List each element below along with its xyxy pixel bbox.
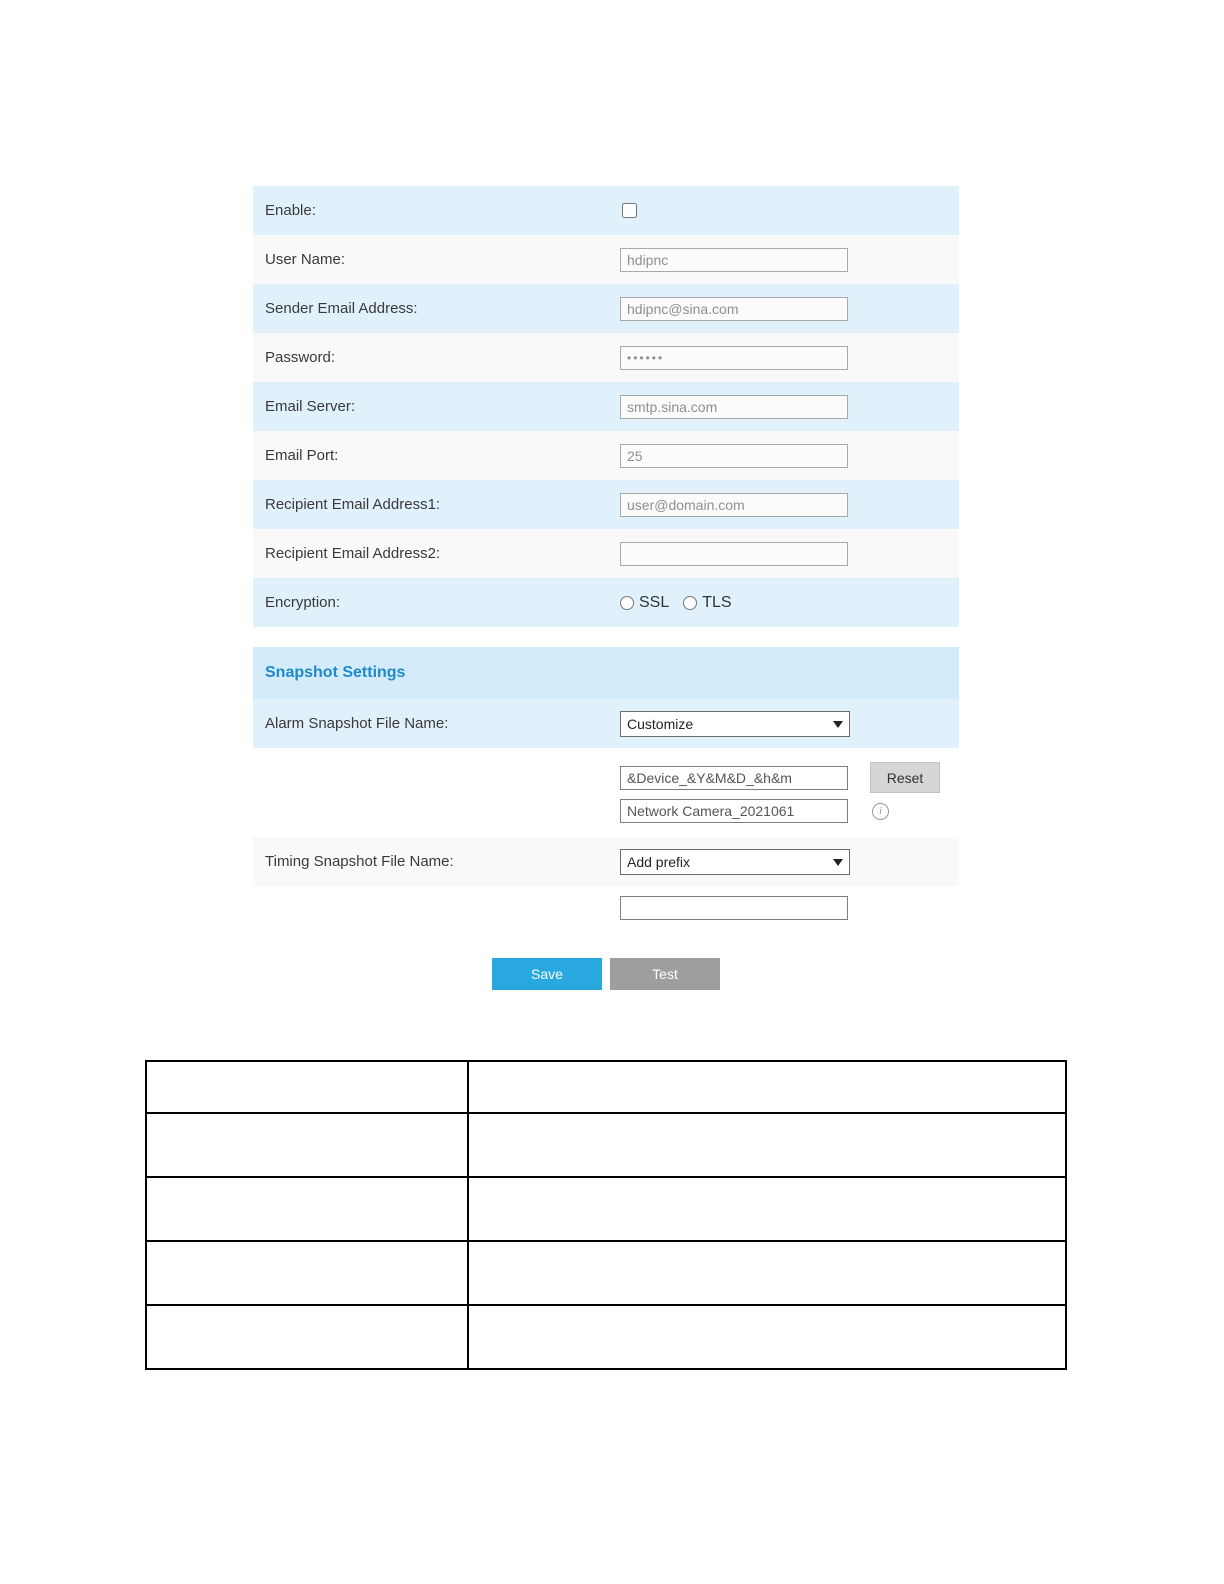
chevron-down-icon (833, 859, 843, 866)
form-row-enable (253, 186, 959, 235)
form-row-username (253, 235, 959, 284)
sender-email-input[interactable] (620, 297, 848, 321)
encryption-value (620, 594, 959, 612)
reset-button[interactable]: Reset (870, 762, 940, 793)
tls-radio-option[interactable] (683, 594, 731, 612)
snapshot-settings-title: Snapshot Settings (265, 664, 406, 681)
password-value (620, 346, 959, 370)
ssl-radio-option[interactable] (620, 594, 669, 612)
ssl-radio[interactable] (620, 596, 634, 610)
username-input[interactable] (620, 248, 848, 272)
custom-filename-row (620, 762, 959, 793)
table-cell (468, 1061, 1066, 1113)
test-button[interactable]: Test (610, 958, 720, 990)
table-row (146, 1113, 1066, 1177)
username-label: User Name: (265, 251, 346, 268)
recipient1-value (620, 493, 959, 517)
snapshot-settings-header (253, 647, 959, 699)
form-row-recipient1 (253, 480, 959, 529)
enable-value (620, 203, 959, 218)
password-input[interactable] (620, 346, 848, 370)
recipient1-label: Recipient Email Address1: (265, 496, 441, 513)
alarm-filename-select[interactable] (620, 711, 850, 737)
alarm-snapshot-label: Alarm Snapshot File Name: (265, 715, 449, 732)
alarm-filename-selected-option: Customize (627, 715, 694, 732)
filename-preview-input[interactable] (620, 799, 848, 823)
filename-preview-row (620, 799, 959, 823)
table-row (146, 1241, 1066, 1305)
alarm-snapshot-value (620, 711, 959, 737)
table-row (146, 1177, 1066, 1241)
form-row-email-port (253, 431, 959, 480)
sender-email-value (620, 297, 959, 321)
password-label: Password: (265, 349, 336, 366)
email-server-value (620, 395, 959, 419)
reference-table (145, 1060, 1067, 1370)
email-server-input[interactable] (620, 395, 848, 419)
table-row (146, 1305, 1066, 1369)
recipient2-value (620, 542, 959, 566)
save-button[interactable]: Save (492, 958, 602, 990)
actions-row (253, 958, 959, 990)
enable-checkbox[interactable] (622, 203, 637, 218)
table-cell (468, 1177, 1066, 1241)
chevron-down-icon (833, 721, 843, 728)
table-cell (146, 1305, 468, 1369)
form-row-timing-snapshot (253, 837, 959, 886)
ssl-radio-label: SSL (639, 593, 670, 611)
email-port-value (620, 444, 959, 468)
table-cell (146, 1061, 468, 1113)
table-cell (146, 1113, 468, 1177)
recipient2-label: Recipient Email Address2: (265, 545, 441, 562)
email-settings-panel (253, 186, 959, 990)
form-row-alarm-snapshot (253, 699, 959, 748)
timing-filename-select[interactable] (620, 849, 850, 875)
form-row-email-server (253, 382, 959, 431)
timing-prefix-row (253, 886, 959, 920)
timing-snapshot-value (620, 849, 959, 875)
encryption-label: Encryption: (265, 594, 341, 611)
table-cell (468, 1241, 1066, 1305)
timing-prefix-input[interactable] (620, 896, 848, 920)
custom-filename-input[interactable] (620, 766, 848, 790)
tls-radio-label: TLS (702, 593, 732, 611)
sender-email-label: Sender Email Address: (265, 300, 418, 317)
info-icon[interactable] (872, 803, 889, 820)
table-cell (468, 1113, 1066, 1177)
username-value (620, 248, 959, 272)
email-port-label: Email Port: (265, 447, 339, 464)
table-cell (146, 1177, 468, 1241)
form-row-encryption (253, 578, 959, 627)
custom-filename-block (253, 748, 959, 837)
form-row-password (253, 333, 959, 382)
recipient1-input[interactable] (620, 493, 848, 517)
form-row-recipient2 (253, 529, 959, 578)
timing-filename-selected-option: Add prefix (627, 853, 691, 870)
enable-label: Enable: (265, 202, 316, 219)
table-cell (468, 1305, 1066, 1369)
table-cell (146, 1241, 468, 1305)
email-port-input[interactable] (620, 444, 848, 468)
email-server-label: Email Server: (265, 398, 356, 415)
timing-snapshot-label: Timing Snapshot File Name: (265, 853, 454, 870)
recipient2-input[interactable] (620, 542, 848, 566)
tls-radio[interactable] (683, 596, 697, 610)
table-row (146, 1061, 1066, 1113)
form-row-sender-email (253, 284, 959, 333)
